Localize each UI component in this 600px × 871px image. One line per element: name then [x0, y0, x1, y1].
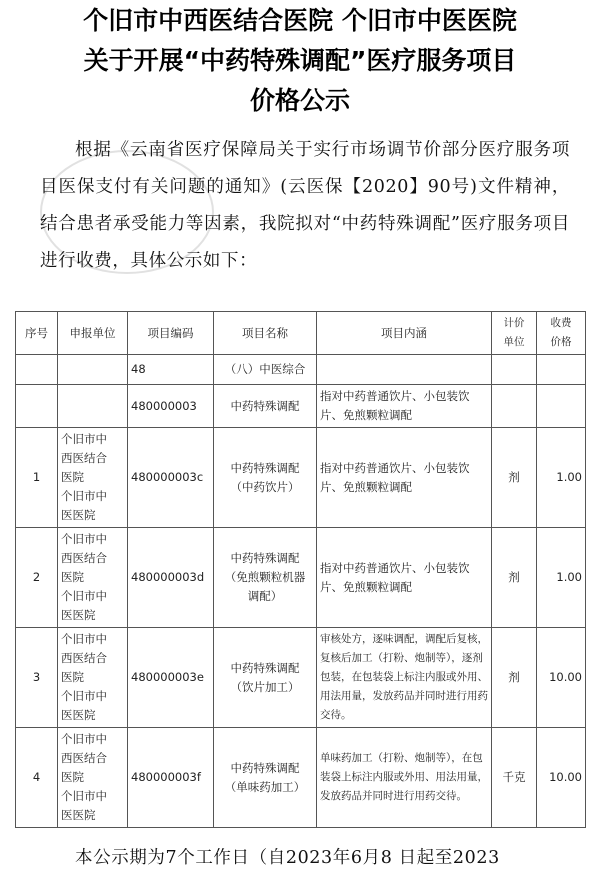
cell-pricing-unit — [492, 385, 537, 428]
header-code: 项目编码 — [128, 312, 214, 355]
cell-code: 480000003d — [128, 528, 214, 628]
header-name: 项目名称 — [214, 312, 317, 355]
table-header-row — [16, 312, 586, 355]
cell-unit: 个旧市中 西医结合 医院 个旧市中 医医院 — [58, 628, 128, 728]
title-line-2: 关于开展“中药特殊调配”医疗服务项目 — [83, 46, 517, 75]
cell-content: 指对中药普通饮片、小包装饮片、免煎颗粒调配 — [317, 528, 492, 628]
header-no: 序号 — [16, 312, 58, 355]
cell-code: 48 — [128, 355, 214, 385]
table-row — [16, 728, 586, 828]
cell-price — [537, 385, 586, 428]
intro-paragraph: 根据《云南省医疗保障局关于实行市场调节价部分医疗服务项目医保支付有关问题的通知》(云医保【2020】90号)文件精神，结合患者承受能力等因素，我院拟对“中药特殊调配”医疗服务项目进行收费，具体公示如下： — [40, 140, 570, 271]
cell-name: 中药特殊调配 （饮片加工） — [214, 628, 317, 728]
header-price: 收费 价格 — [537, 312, 586, 355]
table-row — [16, 355, 586, 385]
cell-code: 480000003f — [128, 728, 214, 828]
table-row — [16, 628, 586, 728]
cell-unit: 个旧市中 西医结合 医院 个旧市中 医医院 — [58, 528, 128, 628]
cell-code: 480000003c — [128, 428, 214, 528]
footer-text: 本公示期为7个工作日（自2023年6月8 日起至2023 — [75, 848, 500, 868]
cell-pricing-unit: 剂 — [492, 628, 537, 728]
cell-no — [16, 355, 58, 385]
cell-pricing-unit: 剂 — [492, 528, 537, 628]
cell-content: 审核处方，逐味调配，调配后复核，复核后加工（打粉、炮制等），逐剂包装，在包装袋上标注内服或外用、用法用量，发放药品并同时进行用药交待。 — [317, 628, 492, 728]
cell-content: 指对中药普通饮片、小包装饮片、免煎颗粒调配 — [317, 428, 492, 528]
cell-no — [16, 385, 58, 428]
cell-no: 2 — [16, 528, 58, 628]
cell-content — [317, 355, 492, 385]
cell-no: 3 — [16, 628, 58, 728]
header-pricing-unit: 计价 单位 — [492, 312, 537, 355]
cell-content: 单味药加工（打粉、炮制等），在包装袋上标注内服或外用、用法用量，发放药品并同时进行用药交待。 — [317, 728, 492, 828]
cell-name: 中药特殊调配 （中药饮片） — [214, 428, 317, 528]
header-unit: 申报单位 — [58, 312, 128, 355]
cell-no: 4 — [16, 728, 58, 828]
fee-table — [15, 311, 586, 828]
cell-name: 中药特殊调配 — [214, 385, 317, 428]
cell-name: 中药特殊调配 （免煎颗粒机器 调配） — [214, 528, 317, 628]
cell-price: 1.00 — [537, 428, 586, 528]
cell-code: 480000003e — [128, 628, 214, 728]
title-line-3: 价格公示 — [249, 86, 350, 115]
cell-no: 1 — [16, 428, 58, 528]
title-line-1: 个旧市中西医结合医院 个旧市中医医院 — [83, 6, 517, 35]
header-content: 项目内涵 — [317, 312, 492, 355]
cell-name: （八）中医综合 — [214, 355, 317, 385]
cell-price: 10.00 — [537, 628, 586, 728]
cell-unit: 个旧市中 西医结合 医院 个旧市中 医医院 — [58, 428, 128, 528]
cell-unit — [58, 385, 128, 428]
cell-content: 指对中药普通饮片、小包装饮片、免煎颗粒调配 — [317, 385, 492, 428]
cell-price: 10.00 — [537, 728, 586, 828]
cell-pricing-unit: 剂 — [492, 428, 537, 528]
cell-unit — [58, 355, 128, 385]
cell-unit: 个旧市中 西医结合 医院 个旧市中 医医院 — [58, 728, 128, 828]
cell-price — [537, 355, 586, 385]
cell-code: 480000003 — [128, 385, 214, 428]
cell-name: 中药特殊调配 （单味药加工） — [214, 728, 317, 828]
cell-price: 1.00 — [537, 528, 586, 628]
table-row — [16, 385, 586, 428]
table-row — [16, 428, 586, 528]
cell-pricing-unit — [492, 355, 537, 385]
cell-pricing-unit: 千克 — [492, 728, 537, 828]
table-row — [16, 528, 586, 628]
